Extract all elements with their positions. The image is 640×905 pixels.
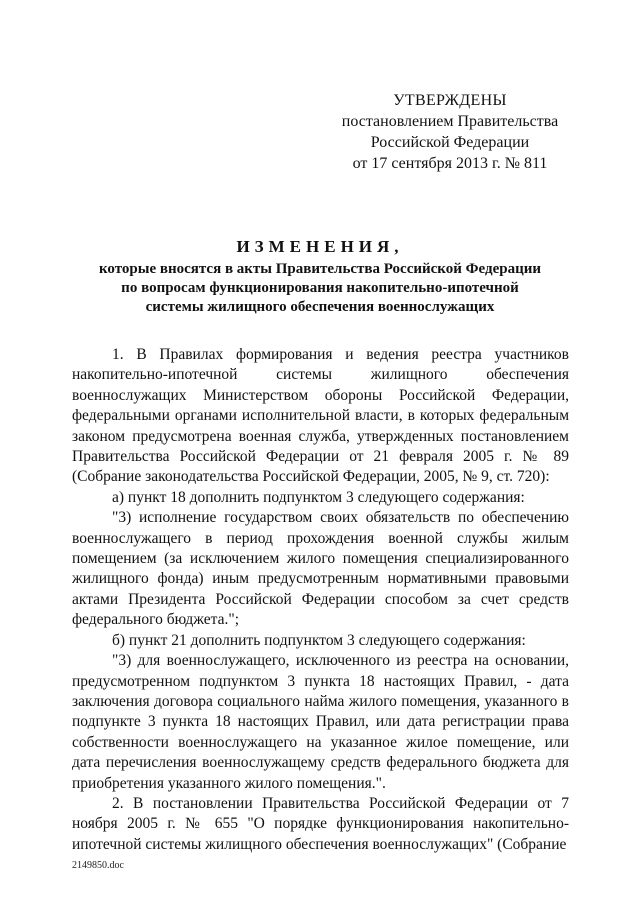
title-subtitle-line: по вопросам функционирования накопительно-ипотечной [121, 280, 519, 296]
approval-stamp [330, 90, 570, 174]
paragraph-quote: "3) исполнение государством своих обязательств по обеспечению военнослужащего в период прохождения военной службы жилым помещением (за исключением жилого помещения специализированного жилищного фонда) иным предусмотренным нормативными правовыми актами Президента Российской Федерации способом за счет средств федерального бюджета."; [72, 509, 569, 629]
paragraph-subitem-b: б) пункт 21 дополнить подпунктом 3 следующего содержания: [112, 631, 526, 649]
paragraph-quote: "3) для военнослужащего, исключенного из реестра на основании, предусмотренном подпунктом 3 пункта 18 настоящих Правил, - дата заключения договора социального найма жилого помещения, указанного в подпункте 3 пункта 18 настоящих Правил, или дата регистрации права собственности военнослужащего на указанное жилое помещение, или дата перечисления военнослужащему средств федерального бюджета для приобретения указанного жилого помещения.". [72, 652, 569, 792]
title-subtitle-line: которые вносятся в акты Правительства Российской Федерации [98, 261, 542, 277]
footer-filename: 2149850.doc [72, 860, 124, 871]
approval-date-number: от 17 сентября 2013 г. № 811 [352, 155, 548, 172]
document-title [40, 236, 600, 317]
paragraph-item-2: 2. В постановлении Правительства Российской Федерации от 7 ноября 2005 г. № 655 "О порядке функционирования накопительно-ипотечной системы жилищного обеспечения военнослужащих" (Собрание [72, 794, 569, 853]
document-body [72, 345, 569, 855]
approval-heading: УТВЕРЖДЕНЫ [393, 92, 507, 109]
approval-line: постановлением Правительства [341, 113, 559, 130]
title-subtitle-line: системы жилищного обеспечения военнослужащих [145, 299, 495, 315]
paragraph-item-1: 1. В Правилах формирования и ведения реестра участников накопительно-ипотечной системы жилищного обеспечения военнослужащих Министерством обороны Российской Федерации, федеральными органами исполнительной власти, в которых федеральным законом предусмотрена военная служба, утвержденных постановлением Правительства Российской Федерации от 21 февраля 2005 г. № 89 (Собрание законодательства Российской Федерации, 2005, № 9, ст. 720): [72, 346, 569, 486]
title-heading: ИЗМЕНЕНИЯ, [236, 237, 404, 256]
paragraph-subitem-a: а) пункт 18 дополнить подпунктом 3 следующего содержания: [112, 488, 525, 506]
approval-line: Российской Федерации [370, 134, 530, 151]
